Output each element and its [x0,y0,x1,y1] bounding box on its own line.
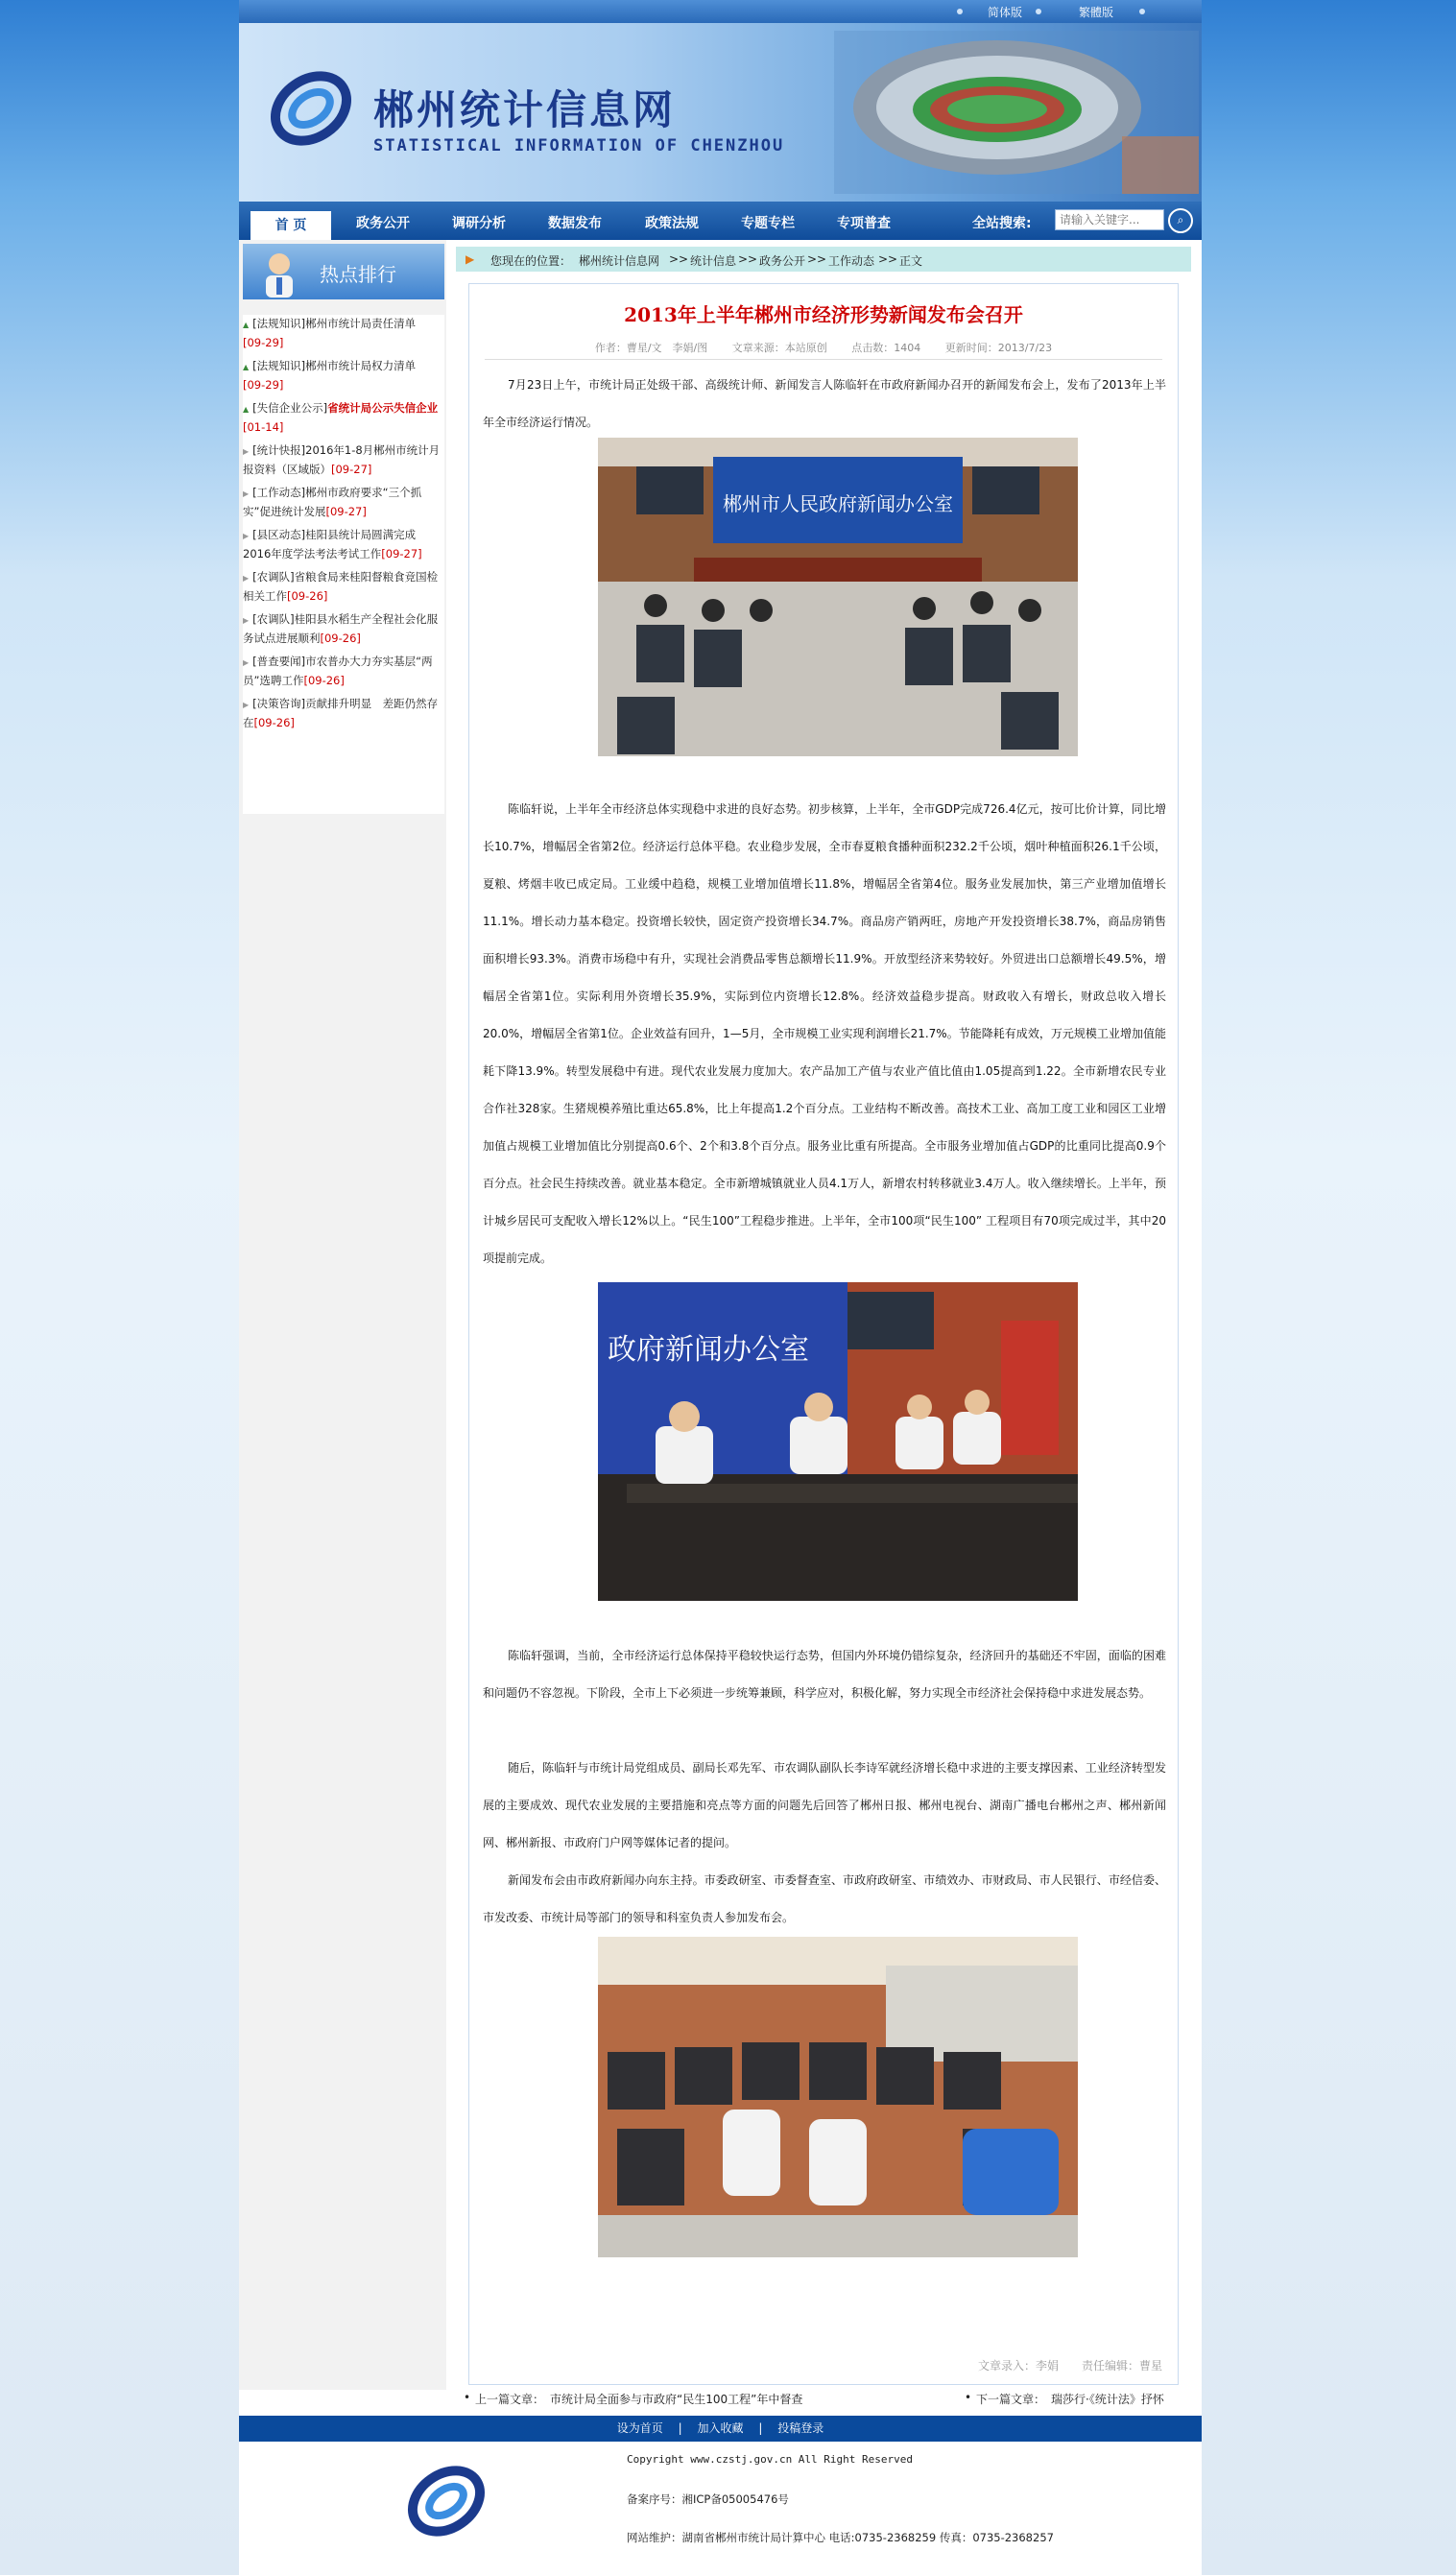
item-date: [01-14] [243,420,284,434]
item-date: [09-26] [287,589,328,603]
bullet-icon: ▶ [243,616,250,625]
list-item[interactable] [243,357,441,394]
prev-article-link[interactable]: 上一篇文章： 市统计局全面参与市政府“民生100工程”年中督查 [475,2393,803,2406]
list-item[interactable] [243,653,441,690]
main-nav [239,202,1202,240]
bullet-icon: ▶ [243,658,250,667]
item-text: [决策咨询]贡献排升明显 差距仍然存在 [243,697,439,729]
nav-home[interactable]: 首 页 [251,211,331,240]
traditional-link[interactable]: 繁體版 [1079,6,1114,19]
nav-item-census[interactable]: 专项普查 [837,216,891,231]
item-text: [普查要闻]市农普办大力夯实基层“两员”选聘工作 [243,655,433,687]
bullet-icon: ▶ [243,701,250,709]
article-paragraph: 新闻发布会由市政府新闻办向东主持。市委政研室、市委督查室、市政府政研室、市绩效办、市财政局、市人民银行、市经信委、市发改委、市统计局等部门的领导和科室负责人参加发布会。 [483,1873,1166,1924]
meta-source: 文章来源：本站原创 [731,342,827,354]
article [468,283,1179,2385]
audience-photo [598,1937,1078,2257]
bullet-icon [1139,9,1145,14]
speakers-photo [598,1282,1078,1601]
meta-hits: 点击数：1404 [851,342,921,354]
stadium-image [834,31,1199,194]
nav-item-public[interactable]: 政务公开 [356,216,410,231]
item-text: [法规知识]郴州市统计局权力清单 [252,359,417,372]
item-date: [09-27] [331,463,372,476]
maintain-text: 网站维护：湖南省郴州市统计局计算中心 电话:0735-2368259 传真：0735-2368257 [627,2531,1054,2544]
footer-logo-icon [404,2459,489,2543]
list-item[interactable] [243,315,441,352]
article-footer: 文章录入：李娟 责任编辑：曹星 [978,2359,1163,2372]
breadcrumb [456,247,1191,272]
breadcrumb-item: 正文 [899,254,923,268]
bullet-icon: ▲ [243,321,250,329]
item-date: [09-27] [381,547,422,560]
bullet-icon: • [464,2391,471,2404]
simplified-link[interactable]: 简体版 [988,6,1023,19]
bullet-icon: ▶ [243,447,250,456]
press-conference-photo [598,438,1078,756]
prev-next-nav [456,2387,1191,2410]
photo-sign-text: 政府新闻办公室 [608,1333,809,1367]
search-label: 全站搜索: [972,216,1032,231]
breadcrumb-prefix: 您现在的位置： [490,254,572,268]
breadcrumb-item[interactable]: 政务公开 [759,254,806,268]
site-logo-icon [268,65,354,152]
item-text: [失信企业公示] [252,401,328,415]
bullet-icon [957,9,963,14]
item-highlight: 省统计局公示失信企业 [327,401,439,415]
next-article-link[interactable]: 下一篇文章： 瑞莎行·《统计法》抒怀 [976,2393,1164,2406]
breadcrumb-sep: >> [738,252,758,266]
footer-links: 设为首页 | 加入收藏 | 投稿登录 [239,2416,1202,2442]
left-sidebar [239,240,446,2390]
item-text: [农调队]桂阳县水稻生产全程社会化服务试点进展顺利 [243,612,439,645]
footer-link-home[interactable]: 设为首页 [616,2421,663,2435]
breadcrumb-item[interactable]: 工作动态 [828,254,875,268]
article-paragraph: 陈临轩说，上半年全市经济总体实现稳中求进的良好态势。初步核算，上半年，全市GDP完成726.4亿元，按可比价计算，同比增长10.7%，增幅居全省第2位。经济运行总体平稳。农业稳步发展，全市春夏粮食播种面积232.2千公顷，烟叶种植面积26.1千公顷，夏粮、烤烟丰收已成定局。工业缓中趋稳，规模工业增加值增长11.8%，增幅居全省第4位。服务业发展加快，第三产业增加值增长11.1%。增长动力基本稳定。投资增长较快，固定资产投资增长34.7%。商品房产销两旺，房地产开发投资增长38.7%，商品房销售面积增长93.3%。消费市场稳中有升，实现社会消费品零售总额增长11.9%。开放型经济来势较好。外贸进出口总额增长49.5%，增幅居全省第1位。实际利用外资增长35.9%，实际到位内资增长12.8%。经济效益稳步提高。财政收入有增长，财政总收入增长20.0%，增幅居全省第1位。企业效益有回升，1—5月，全市规模工业实现利润增长21.7%。节能降耗有成效，万元规模工业增加值能耗下降13.9%。转型发展稳中有进。现代农业发展力度加大。农产品加工产值与农业产值比值由1.05提高到1.22。全市新增农民专业合作社328家。生猪规模养殖比重达65.8%，比上年提高1.2个百分点。工业结构不断改善。高技术工业、高加工度工业和园区工业增加值占规模工业增加值比分别提高0.6个、2个和3.8个百分点。服务业比重有所提高。全市服务业增加值占GDP的比重同比提高0.9个百分点。社会民生持续改善。就业基本稳定。全市新增城镇就业人员4.1万人，新增农村转移就业3.4万人。收入继续增长。上半年，预计城乡居民可支配收入增长12%以上。“民生100”工程稳步推进。上半年，全市100项“民生100” 工程项目有70项完成过半，其中20项提前完成。 [483,802,1166,1265]
footer-link-favorite[interactable]: 加入收藏 [697,2421,744,2435]
list-item[interactable] [243,399,441,437]
person-icon [256,250,302,298]
list-item[interactable] [243,526,441,563]
meta-updated: 更新时间：2013/7/23 [944,342,1053,354]
hot-ranking-header [243,244,444,299]
list-item[interactable] [243,695,441,732]
bullet-icon: ▶ [243,489,250,498]
item-date: [09-29] [243,378,284,392]
photo-sign-text: 郴州市人民政府新闻办公室 [723,492,953,515]
article-meta [485,340,1162,360]
footer-link-submit[interactable]: 投稿登录 [777,2421,824,2435]
list-item[interactable] [243,441,441,479]
article-paragraph: 随后，陈临轩与市统计局党组成员、副局长邓先军、市农调队副队长李诗军就经济增长稳中求进的主要支撑因素、工业经济转型发展的主要成效、现代农业发展的主要措施和亮点等方面的问题先后回答了郴州日报、郴州电视台、湖南广播电台郴州之声、郴州新闻网、郴州新报、市政府门户网等媒体记者的提问。 [483,1761,1166,1849]
site-name: 郴州统计信息网 [373,86,677,133]
bullet-icon: ▶ [243,574,250,583]
arrow-icon: ▶ [465,252,475,266]
search-icon: ⌕ [1177,213,1184,227]
item-text: [法规知识]郴州市统计局责任清单 [252,317,417,330]
article-title: 2013年上半年郴州市经济形势新闻发布会召开 [624,303,1023,326]
banner [239,23,1202,202]
bullet-icon [1036,9,1041,14]
list-item[interactable] [243,568,441,606]
page [239,0,1202,2575]
breadcrumb-sep: >> [669,252,689,266]
item-date: [09-26] [303,674,345,687]
bullet-icon: ▲ [243,405,250,414]
search-input[interactable] [1055,209,1164,230]
item-date: [09-26] [320,632,361,645]
item-text: [工作动态]郴州市政府要求“三个抓实”促进统计发展 [243,486,422,518]
nav-item-topics[interactable]: 专题专栏 [741,216,795,231]
breadcrumb-item[interactable]: 郴州统计信息网 [579,254,660,268]
hot-ranking-list [243,315,444,814]
item-text: [统计快报]2016年1-8月郴州市统计月报资料（区域版） [243,443,441,476]
copyright-text: Copyright www.czstj.gov.cn All Right Reserved [627,2453,914,2466]
breadcrumb-sep: >> [807,252,827,266]
breadcrumb-item[interactable]: 统计信息 [690,254,737,268]
item-date: [09-29] [243,336,284,349]
item-text: [县区动态]桂阳县统计局圆满完成2016年度学法考法考试工作 [243,528,417,560]
nav-item-data[interactable]: 数据发布 [548,216,602,231]
hot-ranking-title: 热点排行 [320,263,396,286]
nav-item-research[interactable]: 调研分析 [452,216,506,231]
top-bar [239,0,1202,23]
article-paragraph: 陈临轩强调，当前，全市经济运行总体保持平稳较快运行态势，但国内外环境仍错综复杂，经济回升的基础还不牢固，面临的困难和问题仍不容忽视。下阶段，全市上下必须进一步统筹兼顾，科学应对，积极化解，努力实现全市经济社会保持稳中求进发展态势。 [483,1649,1166,1700]
item-text: [农调队]省粮食局来桂阳督粮食竞国检相关工作 [243,570,439,603]
icp-text: 备案序号：湘ICP备05005476号 [627,2492,789,2506]
item-date: [09-27] [325,505,367,518]
meta-author: 作者：曹星/文 李娟/图 [594,342,708,354]
site-name-en: STATISTICAL INFORMATION OF CHENZHOU [373,136,785,155]
list-item[interactable] [243,484,441,521]
breadcrumb-sep: >> [878,252,898,266]
bullet-icon: ▲ [243,363,250,371]
nav-item-policy[interactable]: 政策法规 [645,216,699,231]
article-paragraph: 7月23日上午，市统计局正处级干部、高级统计师、新闻发言人陈临轩在市政府新闻办召开的新闻发布会上，发布了2013年上半年全市经济运行情况。 [483,378,1166,429]
item-date: [09-26] [253,716,295,729]
bullet-icon: ▶ [243,532,250,540]
search-button[interactable] [1168,208,1193,233]
list-item[interactable] [243,610,441,648]
bullet-icon: • [965,2391,972,2404]
